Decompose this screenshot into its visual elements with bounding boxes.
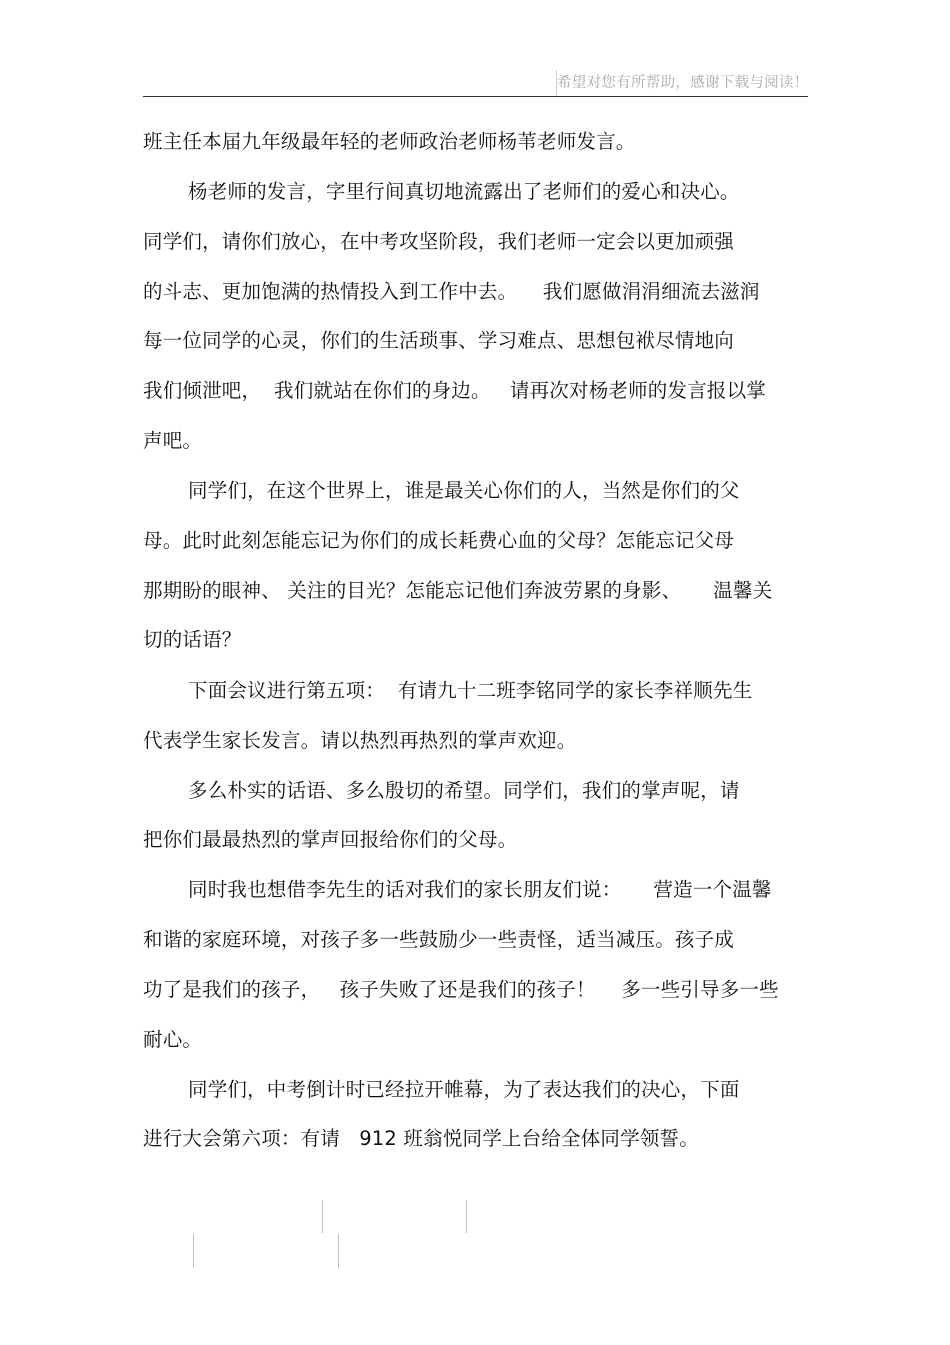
text-line: 同学们，请你们放心，在中考攻坚阶段，我们老师一定会以更加顽强 — [143, 230, 735, 253]
text-line: 那期盼的眼神、 关注的目光？怎能忘记他们奔波劳累的身影、 温馨关 — [143, 579, 773, 602]
text-line: 耐心。 — [143, 1028, 203, 1051]
text-line: 下面会议进行第五项： 有请九十二班李铭同学的家长李祥顺先生 — [188, 679, 753, 702]
text-line: 我们倾泄吧， 我们就站在你们的身边。 请再次对杨老师的发言报以掌 — [143, 379, 766, 402]
scan-mark — [466, 1200, 467, 1233]
text-line: 把你们最最热烈的掌声回报给你们的父母。 — [143, 828, 518, 851]
text-line: 同学们，中考倒计时已经拉开帷幕，为了表达我们的决心，下面 — [188, 1078, 740, 1101]
text-line: 同时我也想借李先生的话对我们的家长朋友们说： 营造一个温馨 — [188, 878, 772, 901]
text-line: 班主任本届九年级最年轻的老师政治老师杨苇老师发言。 — [143, 130, 636, 153]
text-line: 同学们，在这个世界上，谁是最关心你们的人，当然是你们的父 — [188, 479, 740, 502]
text-line: 母。此时此刻怎能忘记为你们的成长耗费心血的父母？怎能忘记父母 — [143, 529, 735, 552]
header-note: 希望对您有所帮助，感谢下载与阅读！ — [556, 70, 807, 96]
text-line: 和谐的家庭环境，对孩子多一些鼓励少一些责怪，适当减压。孩子成 — [143, 928, 735, 951]
text-line: 进行大会第六项：有请 912 班翁悦同学上台给全体同学领誓。 — [143, 1127, 699, 1150]
text-line: 代表学生家长发言。请以热烈再热烈的掌声欢迎。 — [143, 729, 577, 752]
scan-mark — [338, 1234, 339, 1268]
header-rule — [143, 96, 808, 97]
scan-mark — [322, 1200, 323, 1233]
text-line: 每一位同学的心灵，你们的生活琐事、学习难点、思想包袱尽情地向 — [143, 329, 735, 352]
text-line: 功了是我们的孩子， 孩子失败了还是我们的孩子！ 多一些引导多一些 — [143, 978, 779, 1001]
text-line: 杨老师的发言，字里行间真切地流露出了老师们的爱心和决心。 — [188, 180, 740, 203]
text-line: 的斗志、更加饱满的热情投入到工作中去。 我们愿做涓涓细流去滋润 — [143, 280, 760, 303]
text-line: 声吧。 — [143, 429, 203, 452]
text-line: 切的话语？ — [143, 628, 242, 651]
scan-mark — [193, 1234, 194, 1268]
text-line: 多么朴实的话语、多么殷切的希望。同学们，我们的掌声呢，请 — [188, 779, 740, 802]
